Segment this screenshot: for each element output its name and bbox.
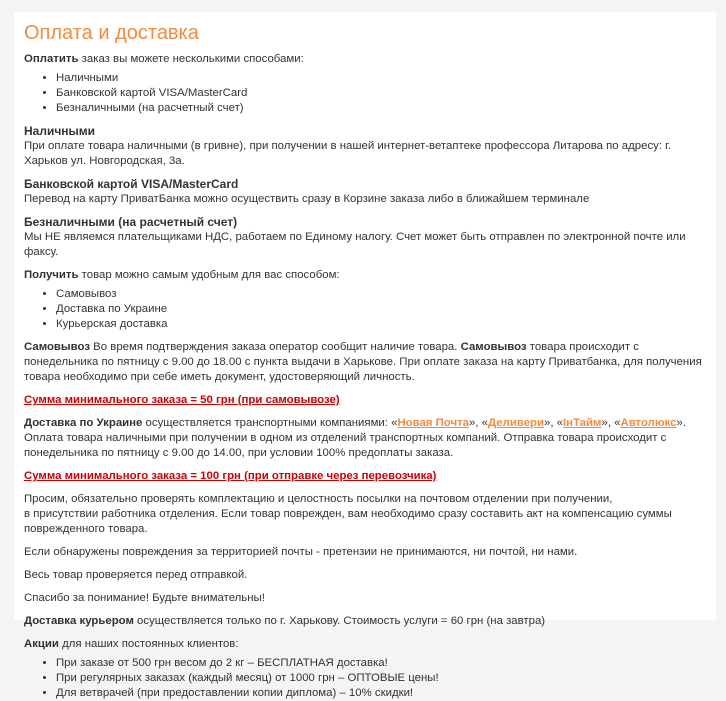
list-item: • Для ветврачей (при предоставлении копии диплома) – 10% скидки! <box>56 686 706 701</box>
list-item: • Курьерская доставка <box>56 317 706 332</box>
get-methods-list <box>24 287 706 332</box>
carrier-link-autolux[interactable]: Автолюкс <box>620 417 677 429</box>
section-heading: Банковской картой VISA/MasterCard <box>24 177 239 191</box>
list-item: • При заказе от 500 грн весом до 2 кг – БЕСПЛАТНАЯ доставка! <box>56 656 706 671</box>
list-item: • Доставка по Украине <box>56 302 706 317</box>
section-heading: Наличными <box>24 124 96 138</box>
checked-paragraph: Весь товар проверяется перед отправкой. <box>24 569 248 581</box>
get-intro: Получить товар можно самым удобным для вас способом: <box>24 269 340 281</box>
list-item: • Банковской картой VISA/MasterCard <box>56 86 706 101</box>
min-order-carrier: Сумма минимального заказа = 100 грн (при отправке через перевозчика) <box>24 470 437 482</box>
section-text: Перевод на карту ПриватБанка можно осуществить сразу в Корзине заказа либо в ближайшем терминале <box>24 193 590 205</box>
check-paragraph: Просим, обязательно проверять комплектацию и целостность посылки на почтовом отделении при получении, в присутствии работника отделения. Если товар поврежден, вам необходимо сразу составить акт на компенсацию суммы поврежденного товара. <box>24 493 672 535</box>
min-order-pickup: Сумма минимального заказа = 50 грн (при самовывозе) <box>24 394 340 406</box>
section-heading: Безналичными (на расчетный счет) <box>24 215 238 229</box>
carrier-link-nova-poshta[interactable]: Новая Почта <box>397 417 470 429</box>
card-section <box>24 177 706 207</box>
thanks-paragraph: Спасибо за понимание! Будьте внимательны! <box>24 592 265 604</box>
pay-intro: Оплатить заказ вы можете несколькими способами: <box>24 53 304 65</box>
carrier-link-intime[interactable]: ІнТайм <box>563 417 602 429</box>
content-panel <box>14 12 716 699</box>
section-text: При оплате товара наличными (в гривне), при получении в нашей интернет-ветаптеке профессора Литарова по адресу: г. Харьков ул. Новгородская, 3а. <box>24 140 672 167</box>
promo-intro: Акции для наших постоянных клиентов: <box>24 638 239 650</box>
damage-paragraph: Если обнаружены повреждения за территорией почты - претензии не принимаются, ни почтой, ни нами. <box>24 546 578 558</box>
cash-section <box>24 124 706 169</box>
section-text: Мы НЕ являемся плательщиками НДС, работаем по Единому налогу. Счет может быть отправлен по электронной почте или факсу. <box>24 231 686 258</box>
carrier-link-delivery[interactable]: Деливери <box>488 417 544 429</box>
courier-paragraph: Доставка курьером осуществляется только по г. Харькову. Стоимость услуги = 60 грн (на завтра) <box>24 615 546 627</box>
page-title: Оплата и доставка <box>24 22 199 44</box>
ukraine-delivery-paragraph: Доставка по Украине осуществляется транспортными компаниями: «Новая Почта», «Деливери», «ІнТайм», «Автолюкс». Оплата товара наличными при получении в одном из отделений транспортных компаний. Отправка товара происходит с понедельника по пятницу с 9.00 до 14.00, при условии 100% предоплаты заказа. <box>24 417 687 459</box>
noncash-section <box>24 215 706 260</box>
promo-list <box>24 656 706 701</box>
list-item: • Самовывоз <box>56 287 706 302</box>
pickup-paragraph: Самовывоз Во время подтверждения заказа оператор сообщит наличие товара. Самовывоз товара происходит с понедельника по пятницу с 9.00 до 18.00 с пункта выдачи в Харькове. При оплате заказа на карту Приватбанка, для получения товара необходимо при себе иметь документ, удостоверяющий личность. <box>24 341 702 383</box>
list-item: • Безналичными (на расчетный счет) <box>56 101 706 116</box>
pay-methods-list <box>24 71 706 116</box>
list-item: • При регулярных заказах (каждый месяц) от 1000 грн – ОПТОВЫЕ цены! <box>56 671 706 686</box>
list-item: • Наличными <box>56 71 706 86</box>
